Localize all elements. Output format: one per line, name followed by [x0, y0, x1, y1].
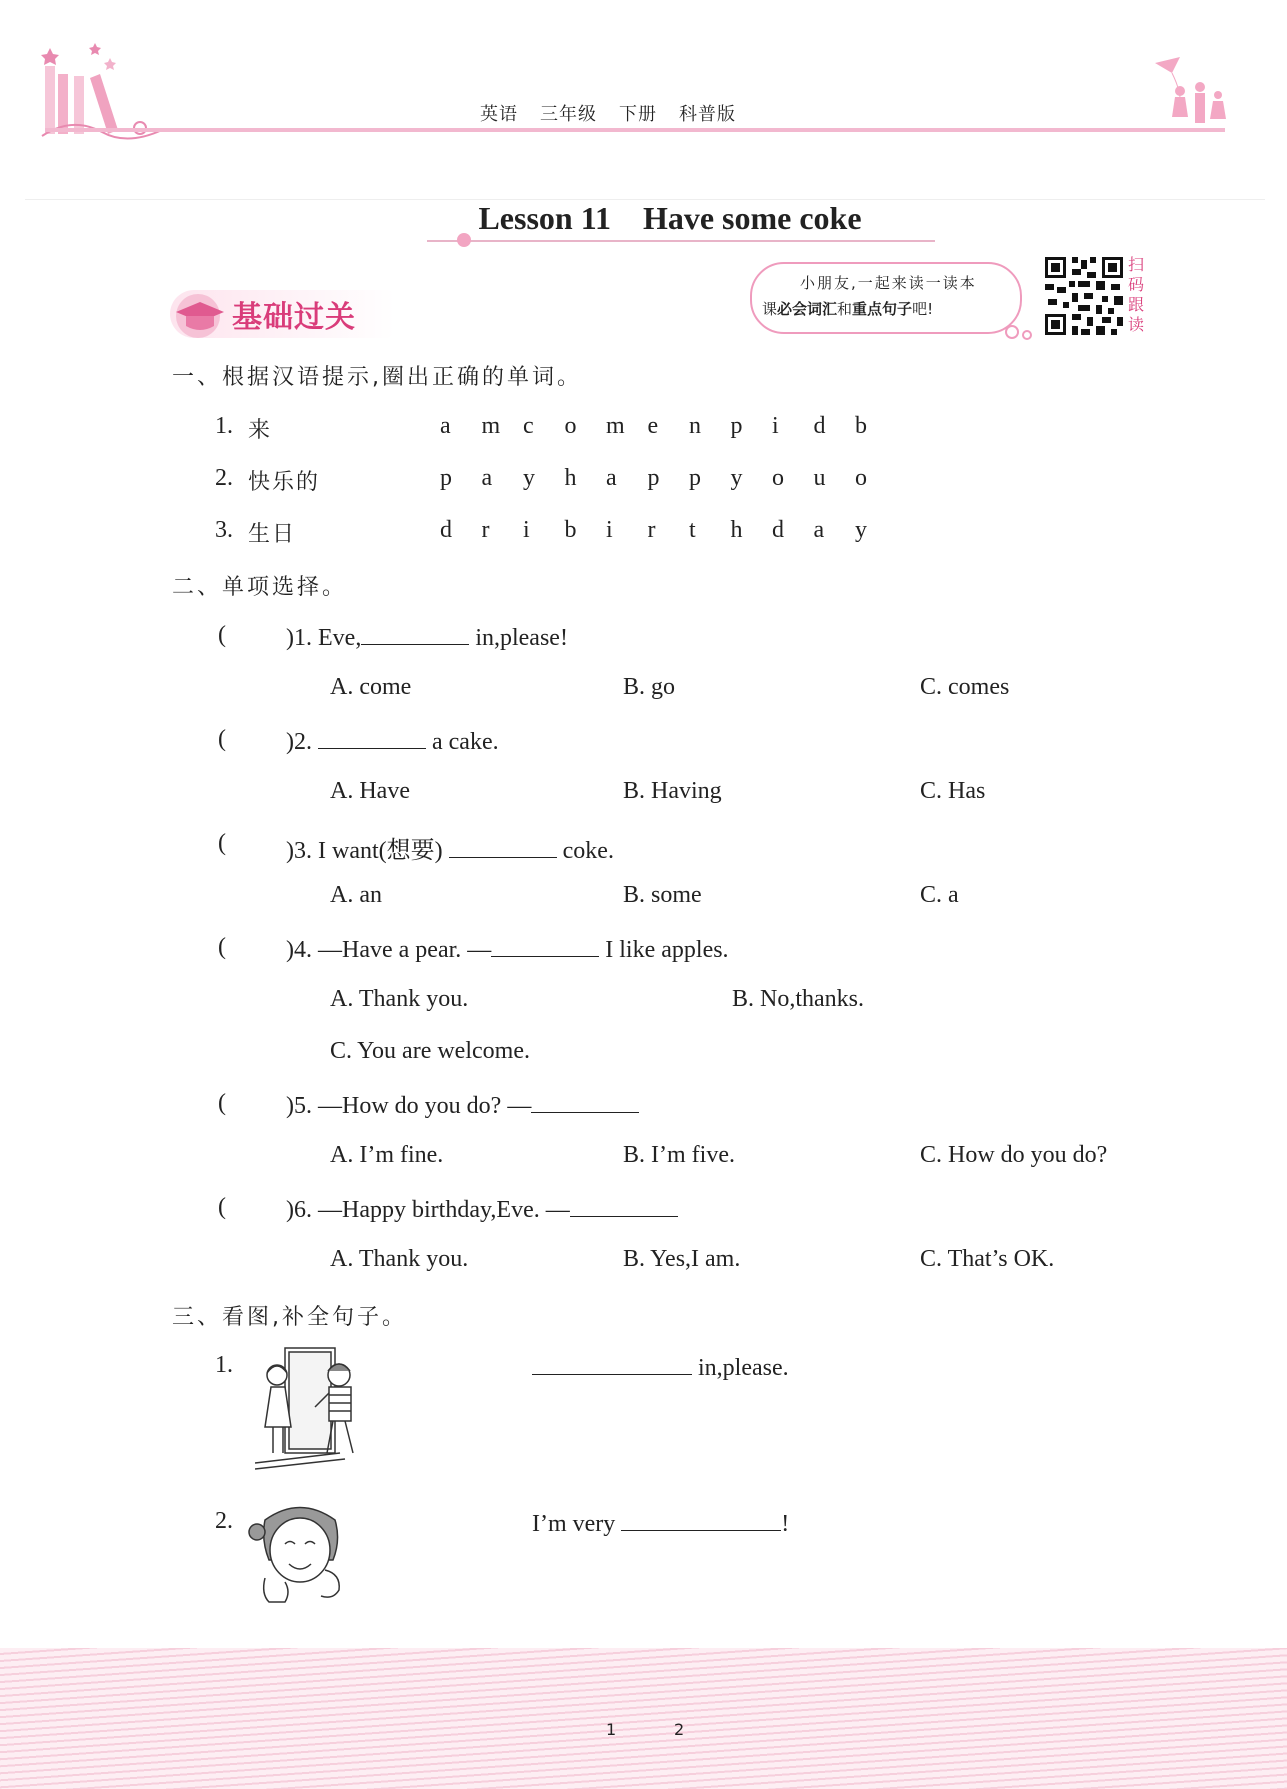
letter[interactable]: a: [481, 465, 493, 491]
question-text-pre: —Happy birthday,Eve. —: [318, 1197, 570, 1223]
letter[interactable]: o: [855, 465, 867, 491]
page-number-right: 2: [674, 1720, 685, 1739]
letter[interactable]: a: [813, 517, 825, 543]
question-3: [286, 830, 614, 865]
option-b[interactable]: B. No,thanks.: [732, 986, 864, 1012]
question-text-pre: I want(想要): [318, 838, 443, 864]
option-c[interactable]: C. How do you do?: [920, 1142, 1108, 1168]
letter[interactable]: o: [772, 465, 784, 491]
bubble-line-2: [762, 298, 933, 319]
title-dot: [457, 233, 471, 247]
part1-item-2-hint: 快乐的: [248, 470, 321, 495]
answer-blank[interactable]: [491, 934, 599, 957]
letter[interactable]: t: [689, 517, 696, 543]
question-text-post: I like apples.: [605, 937, 729, 963]
header-volume: 下册: [619, 104, 657, 125]
letter[interactable]: u: [813, 465, 826, 491]
letter[interactable]: y: [523, 465, 535, 491]
answer-blank[interactable]: [570, 1194, 678, 1217]
graduation-cap-icon: [170, 288, 230, 338]
option-a[interactable]: A. I’m fine.: [330, 1142, 444, 1168]
letter[interactable]: r: [481, 517, 490, 543]
bubble-line-1: 小朋友,一起来读一读本: [800, 274, 977, 292]
bubble-line2-mid: 和: [837, 300, 853, 318]
question-text-post: coke.: [562, 838, 614, 864]
answer-blank[interactable]: [532, 1352, 692, 1375]
sentence-pre: I’m very: [532, 1511, 616, 1537]
answer-blank[interactable]: [318, 726, 426, 749]
bubble-line2-bold2: 重点句子: [852, 300, 913, 318]
option-b[interactable]: B. go: [623, 674, 676, 700]
happy-girl-illustration: [245, 1500, 350, 1605]
option-c[interactable]: C. comes: [920, 674, 1010, 700]
part3-item-2-sentence: [532, 1508, 789, 1538]
question-6: [286, 1194, 678, 1224]
part1-item-3-hint: 生日: [248, 522, 297, 547]
letter[interactable]: d: [772, 517, 784, 543]
option-a[interactable]: A. an: [330, 882, 382, 908]
bubble-line2-pre: 课: [762, 300, 778, 318]
answer-blank[interactable]: [531, 1090, 639, 1113]
answer-paren-open[interactable]: (: [218, 830, 226, 856]
letter[interactable]: i: [772, 413, 779, 439]
part3-item-2-num: 2.: [215, 1508, 233, 1534]
part2-heading: 二、单项选择。: [172, 575, 348, 600]
option-c[interactable]: C. Has: [920, 778, 986, 804]
header-edition: 科普版: [679, 104, 736, 125]
header-decoration-left: [40, 38, 170, 150]
answer-paren-open[interactable]: (: [218, 934, 226, 960]
letter[interactable]: p: [730, 413, 743, 439]
question-number: )4.: [286, 937, 312, 963]
page-number-left: 1: [606, 1720, 617, 1739]
answer-paren-open[interactable]: (: [218, 622, 226, 648]
question-5: [286, 1090, 639, 1120]
letter[interactable]: c: [523, 413, 534, 439]
letter[interactable]: y: [730, 465, 743, 491]
letter[interactable]: a: [440, 413, 451, 439]
answer-blank[interactable]: [449, 835, 557, 858]
part1-item-1-letters[interactable]: [440, 413, 897, 440]
letter[interactable]: d: [813, 413, 826, 439]
answer-paren-open[interactable]: (: [218, 1090, 226, 1116]
question-4: [286, 934, 729, 964]
question-1: [286, 622, 568, 652]
part1-item-2-num: 2.: [215, 465, 233, 491]
qr-code-icon[interactable]: [1045, 257, 1123, 335]
letter[interactable]: b: [564, 517, 577, 543]
part3-heading: 三、看图,补全句子。: [172, 1305, 407, 1330]
part1-item-1-hint: 来: [248, 418, 273, 443]
option-b[interactable]: B. I’m five.: [623, 1142, 735, 1168]
option-b[interactable]: B. Yes,I am.: [623, 1246, 741, 1272]
letter[interactable]: h: [564, 465, 577, 491]
letter[interactable]: p: [440, 465, 452, 491]
letter[interactable]: i: [523, 517, 530, 543]
question-number: )1.: [286, 625, 312, 651]
part1-item-3-letters[interactable]: [440, 517, 897, 544]
option-b[interactable]: B. some: [623, 882, 702, 908]
question-text-pre: Eve,: [318, 625, 362, 651]
question-number: )3.: [286, 838, 312, 864]
answer-blank[interactable]: [361, 622, 469, 645]
letter[interactable]: b: [855, 413, 867, 439]
lesson-title: Lesson 11 Have some coke: [478, 200, 862, 236]
part3-item-1-num: 1.: [215, 1352, 233, 1378]
letter[interactable]: e: [647, 413, 659, 439]
header-text: [480, 100, 758, 126]
letter[interactable]: m: [481, 413, 501, 439]
part1-item-2-letters[interactable]: [440, 465, 897, 492]
letter[interactable]: o: [564, 413, 577, 439]
header-grade: 三年级: [540, 104, 597, 125]
letter[interactable]: d: [440, 517, 452, 543]
kids-kite-icon: [1150, 55, 1230, 130]
option-b[interactable]: B. Having: [623, 778, 722, 804]
question-text-post: in,please!: [475, 625, 568, 651]
bubble-tail-dot: [1005, 325, 1019, 339]
bubble-tail-dot-small: [1022, 330, 1032, 340]
title-underline: [427, 240, 935, 242]
answer-paren-open[interactable]: (: [218, 1194, 226, 1220]
question-text-pre: —Have a pear. —: [318, 937, 492, 963]
bubble-line2-bold1: 必会词汇: [777, 300, 838, 318]
question-2: [286, 726, 499, 756]
question-number: )5.: [286, 1093, 312, 1119]
option-a[interactable]: A. Thank you.: [330, 986, 469, 1012]
answer-blank[interactable]: [621, 1508, 781, 1531]
footer-wave-band: [0, 1648, 1287, 1789]
part1-heading: 一、根据汉语提示,圈出正确的单词。: [172, 365, 582, 390]
header-subject: 英语: [480, 104, 518, 125]
option-a[interactable]: A. Thank you.: [330, 1246, 469, 1272]
option-c[interactable]: C. You are welcome.: [330, 1038, 530, 1064]
letter[interactable]: h: [730, 517, 743, 543]
question-number: )2.: [286, 729, 312, 755]
section-badge-label: 基础过关: [232, 300, 356, 335]
part3-item-1-sentence: [532, 1352, 789, 1382]
part1-item-3-num: 3.: [215, 517, 233, 543]
letter[interactable]: p: [647, 465, 660, 491]
letter[interactable]: p: [689, 465, 701, 491]
sentence-post: in,please.: [698, 1355, 789, 1381]
part1-item-1-num: 1.: [215, 413, 233, 439]
sentence-post: !: [781, 1511, 790, 1537]
header-rule: [45, 128, 1225, 132]
letter[interactable]: i: [606, 517, 613, 543]
qr-label: 扫码跟读: [1128, 255, 1145, 334]
bubble-line2-post: 吧!: [912, 300, 934, 318]
letter[interactable]: m: [606, 413, 625, 439]
question-number: )6.: [286, 1197, 312, 1223]
option-c[interactable]: C. That’s OK.: [920, 1246, 1055, 1272]
option-a[interactable]: A. Have: [330, 778, 410, 804]
option-a[interactable]: A. come: [330, 674, 412, 700]
letter[interactable]: a: [606, 465, 617, 491]
kids-at-door-illustration: [255, 1345, 380, 1470]
letter[interactable]: r: [647, 517, 656, 543]
letter[interactable]: y: [855, 517, 867, 543]
answer-paren-open[interactable]: (: [218, 726, 226, 752]
question-text-post: a cake.: [432, 729, 499, 755]
letter[interactable]: n: [689, 413, 701, 439]
question-text-pre: —How do you do? —: [318, 1093, 532, 1119]
option-c[interactable]: C. a: [920, 882, 959, 908]
